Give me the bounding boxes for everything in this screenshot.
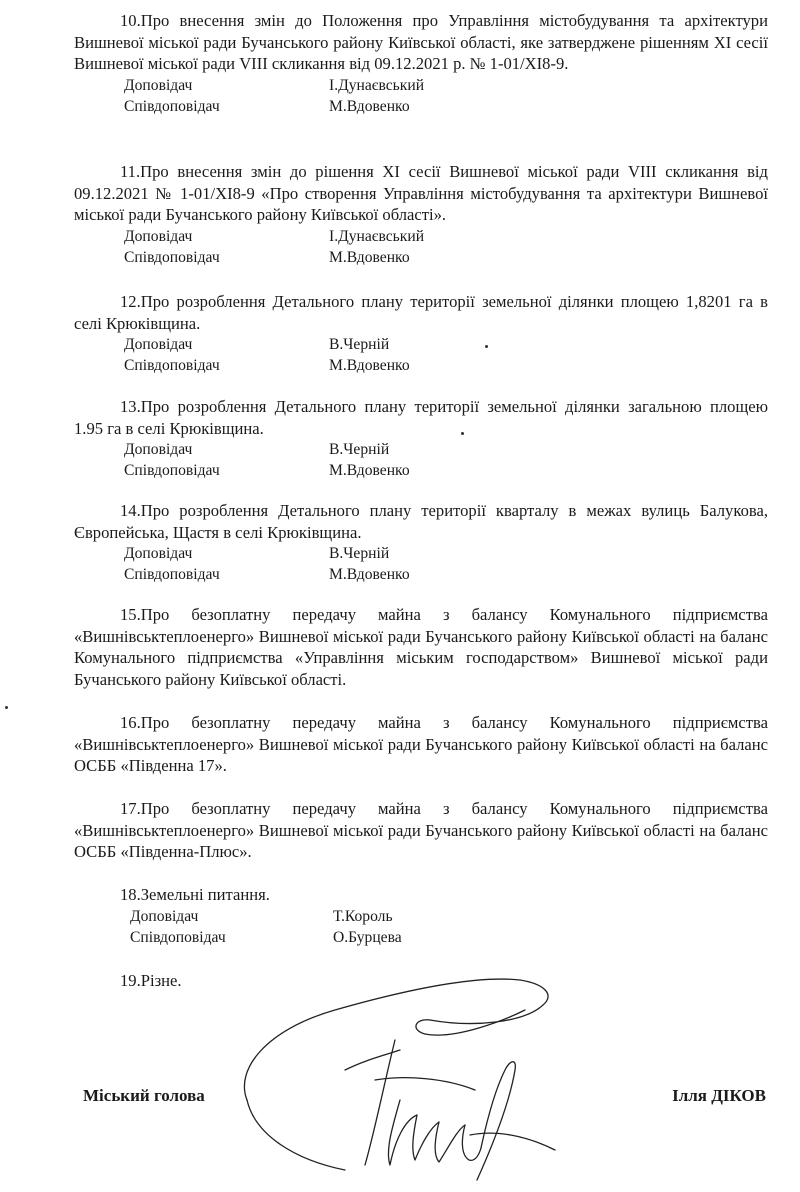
agenda-item-text: 15.Про безоплатну передачу майна з балансу Комунального підприємства «Вишнівськтеплоенерго» Вишневої міської ради Бучанського району Київської області на баланс Комунального підприємства «Управління міським господарством» Вишневої міської ради Бучанського району Київської області. [74,605,768,689]
speaker-name: М.Вдовенко [329,97,410,115]
speaker-row [74,247,768,268]
agenda-item-11 [74,161,768,268]
speaker-row [74,906,768,927]
speaker-role: Співдоповідач [124,97,220,115]
signature-position: Міський голова [83,1086,205,1105]
speaker-row [74,355,768,376]
speaker-name: О.Бурцева [333,928,402,946]
agenda-item-14 [74,500,768,585]
signature-block [0,950,800,1192]
speaker-row [74,460,768,481]
speaker-row [74,439,768,460]
speaker-name: В.Черній [329,441,390,458]
speaker-name: М.Вдовенко [329,357,410,374]
speaker-row [74,564,768,585]
handwritten-signature-icon [225,950,585,1192]
scan-mark [461,432,464,435]
speaker-role: Співдоповідач [124,248,220,266]
agenda-item-text: 14.Про розроблення Детального плану території кварталу в межах вулиць Балукова, Європейська, Щастя в селі Крюківщина. [74,501,768,542]
agenda-item-text: 12.Про розроблення Детального плану території земельної ділянки площею 1,8201 га в селі Крюківщина. [74,292,768,333]
speaker-name: М.Вдовенко [329,566,410,583]
agenda-item-12 [74,291,768,376]
agenda-item-text: 17.Про безоплатну передачу майна з балансу Комунального підприємства «Вишнівськтеплоенерго» Вишневої міської ради Бучанського району Київської області на баланс ОСББ «Південна-Плюс». [74,799,768,861]
agenda-item-17 [74,798,768,863]
speakers-list [74,439,768,481]
speaker-role: Доповідач [130,907,199,925]
signature-name: Ілля ДІКОВ [672,1086,766,1105]
speaker-row [74,543,768,564]
agenda-item-text: 19.Різне. [120,971,182,990]
speaker-role: Співдоповідач [124,462,220,479]
scan-mark [485,345,488,348]
speakers-list [74,906,768,948]
speaker-role: Доповідач [124,76,193,94]
scan-mark [5,706,8,709]
speakers-list [74,334,768,376]
agenda-item-13 [74,396,768,481]
speaker-name: І.Дунаєвський [329,227,425,245]
speaker-row [74,334,768,355]
speaker-row [74,75,768,96]
agenda-item-text: 13.Про розроблення Детального плану території земельної ділянки загальною площею 1.95 га в селі Крюківщина. [74,397,768,438]
speaker-role: Доповідач [124,227,193,245]
agenda-item-text: 10.Про внесення змін до Положення про Управління містобудування та архітектури Вишневої міської ради Бучанського району Київської області, яке затверджене рішенням XI сесії Вишневої міської ради VIII скликання від 09.12.2021 р. № 1-01/XI8-9. [74,11,768,73]
speaker-role: Доповідач [124,441,193,458]
speaker-name: Т.Король [333,907,393,925]
speaker-row [74,927,768,948]
speaker-role: Доповідач [124,336,193,353]
speaker-name: М.Вдовенко [329,248,410,266]
speaker-name: В.Черній [329,336,390,353]
speaker-name: І.Дунаєвський [329,76,425,94]
speaker-role: Співдоповідач [124,357,220,374]
agenda-item-15 [74,604,768,690]
speaker-row [74,96,768,117]
agenda-item-16 [74,712,768,777]
speakers-list [74,226,768,268]
agenda-item-10 [74,10,768,117]
agenda-item-18 [74,884,768,948]
speakers-list [74,543,768,585]
speaker-row [74,226,768,247]
speaker-role: Співдоповідач [124,566,220,583]
speaker-name: В.Черній [329,545,390,562]
speakers-list [74,75,768,117]
speaker-name: М.Вдовенко [329,462,410,479]
agenda-item-text: 16.Про безоплатну передачу майна з балансу Комунального підприємства «Вишнівськтеплоенерго» Вишневої міської ради Бучанського району Київської області на баланс ОСББ «Південна 17». [74,713,768,775]
agenda-item-text: 11.Про внесення змін до рішення XI сесії Вишневої міської ради VIII скликання від 09.12.2021 № 1-01/XI8-9 «Про створення Управління містобудування та архітектури Вишневої міської ради Бучанського району Київської області». [74,162,768,224]
agenda-item-text: 18.Земельні питання. [120,885,270,904]
speaker-role: Співдоповідач [130,928,226,946]
speaker-role: Доповідач [124,545,193,562]
